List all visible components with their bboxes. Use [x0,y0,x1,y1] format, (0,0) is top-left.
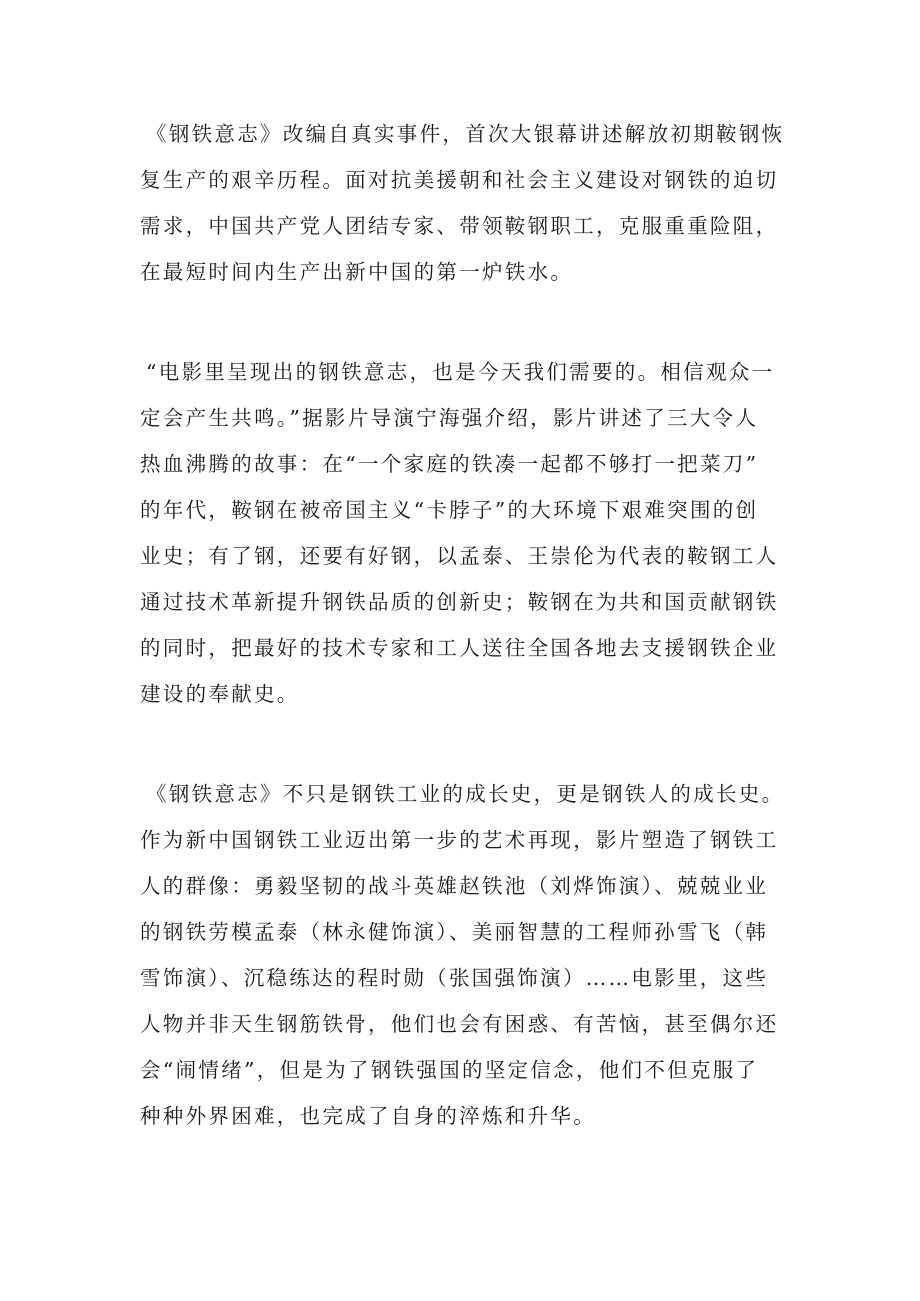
paragraph-2-line-6: 通过技术革新提升钢铁品质的创新史；鞍钢在为共和国贡献钢铁 [140,590,779,614]
paragraph-1-line-1: 《钢铁意志》改编自真实事件，首次大银幕讲述解放初期鞍钢恢 [146,122,785,146]
paragraph-1-line-2: 复生产的艰辛历程。面对抗美援朝和社会主义建设对钢铁的迫切 [140,168,779,192]
paragraph-2-line-2: 定会产生共鸣。”据影片导演宁海强介绍，影片讲述了三大令人 [140,406,759,430]
paragraph-2-line-7: 的同时，把最好的技术专家和工人送往全国各地去支援钢铁企业 [140,636,779,660]
paragraph-1-line-3: 需求，中国共产党人团结专家、带领鞍钢职工，克服重重险阻， [140,214,779,238]
paragraph-3-line-4: 的钢铁劳模孟泰（林永健饰演）、美丽智慧的工程师孙雪飞（韩 [140,920,769,944]
paragraph-3-line-5: 雪饰演）、沉稳练达的程时勋（张国强饰演）……电影里，这些 [140,966,769,990]
paragraph-1-line-4: 在最短时间内生产出新中国的第一炉铁水。 [140,260,574,284]
paragraph-2-line-5: 业史；有了钢，还要有好钢，以孟泰、王崇伦为代表的鞍钢工人 [140,544,779,568]
paragraph-2-line-1: “电影里呈现出的钢铁意志，也是今天我们需要的。相信观众一 [146,360,775,384]
paragraph-3-line-7: 会“闹情绪”，但是为了钢铁强国的坚定信念，他们不但克服了 [140,1058,759,1082]
paragraph-3-line-6: 人物并非天生钢筋铁骨，他们也会有困惑、有苦恼，甚至偶尔还 [140,1012,779,1036]
paragraph-3-line-3: 人的群像：勇毅坚韧的战斗英雄赵铁池（刘烨饰演）、兢兢业业 [140,874,769,898]
paragraph-3-line-1: 《钢铁意志》不只是钢铁工业的成长史，更是钢铁人的成长史。 [146,782,785,806]
paragraph-3-line-8: 种种外界困难，也完成了自身的淬炼和升华。 [140,1104,596,1128]
paragraph-2-line-3: 热血沸腾的故事：在“一个家庭的铁凑一起都不够打一把菜刀” [140,452,759,476]
paragraph-2-line-4: 的年代，鞍钢在被帝国主义“卡脖子”的大环境下艰难突围的创 [140,498,759,522]
paragraph-2-line-8: 建设的奉献史。 [140,682,300,706]
paragraph-3-line-2: 作为新中国钢铁工业迈出第一步的艺术再现，影片塑造了钢铁工 [140,828,779,852]
